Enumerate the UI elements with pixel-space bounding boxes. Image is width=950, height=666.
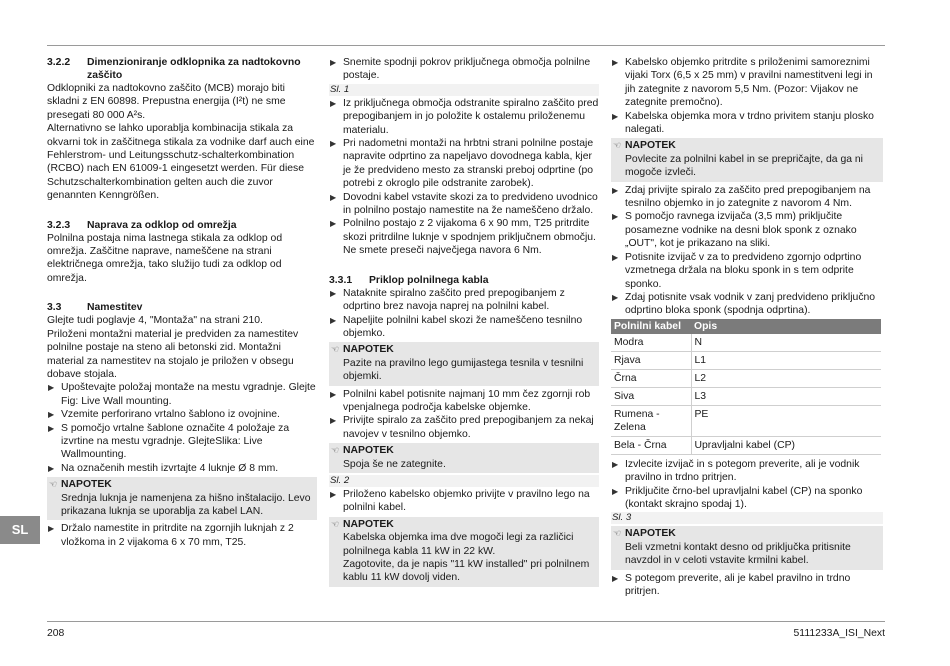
arrow-icon: ▶: [612, 58, 619, 67]
bullet-list: [611, 572, 883, 599]
bullet-list: [329, 97, 599, 258]
bottom-rule: [47, 621, 885, 622]
section-title: Priklop polnilnega kabla: [369, 274, 489, 286]
list-item: ▶ Polnilno postajo z 2 vijakoma 6 x 90 mm, T25 pritrdite skozi pritrdilne luknje v spodnjem priključnem območju. Ne smete preseči največjega navora 6 Nm.: [330, 218, 596, 257]
table-cell: L2: [691, 369, 881, 387]
column-2: [329, 56, 599, 589]
arrow-icon: ▶: [612, 459, 619, 469]
note-heading: NAPOTEK: [625, 528, 676, 540]
note-text: Beli vzmetni kontakt desno od priključka pritisnite navzdol in v celoti vstavite krmilni kabel.: [625, 541, 851, 567]
paragraph: Alternativno se lahko uporablja kombinacija stikala za okvarni tok in zaščitnega stikala za vodnike darf auch eine Fehlerstrom- und Leitungsschutz-schalterkombination (RCBO) nach EN 61009-1 eingesetzt werden. Für diese Schutzschalterkombination gelten auch die zuvor genannten Kenngrößen.: [47, 123, 315, 202]
table-cell: PE: [691, 405, 881, 436]
document-code: 5111233A_ISI_Next: [793, 628, 885, 639]
section-title: Dimenzioniranje odklopnika za nadtokovno zaščito: [87, 57, 301, 81]
page-number: 208: [47, 628, 65, 639]
note-text: Kabelska objemka ima dve mogoči legi za različici polnilnega kabla 11 kW in 22 kW.: [343, 532, 574, 557]
arrow-icon: ▶: [612, 111, 619, 121]
list-item: ▶ Priključite črno-bel upravljalni kabel (CP) na sponko (kontakt skrajno spodaj 1).: [612, 485, 863, 510]
list-item: ▶ Priloženo kabelsko objemko privijte v pravilno lego na polnilni kabel.: [330, 488, 590, 514]
table-cell: Modra: [611, 334, 691, 352]
figure-label: Sl. 1: [329, 84, 599, 96]
arrow-icon: ▶: [330, 219, 337, 229]
list-item: ▶ Iz priključnega območja odstranite spiralno zaščito pred prepogibanjem in jo položite k ostalemu priloženemu materialu.: [330, 97, 599, 136]
paragraph: Odklopniki za nadtokovno zaščito (MCB) morajo biti skladni z EN 60898. Prepustna energija (I²t) ne sme presegati 80 000 A²s.: [47, 83, 286, 121]
note-box: [329, 443, 599, 473]
list-item: ▶ S pomočjo vrtalne šablone označite 4 položaje za izvrtine na mestu vgradnje. GlejteSlika: Live Wallmounting.: [48, 422, 290, 461]
pointing-hand-icon: ☜: [49, 479, 58, 490]
list-item: ▶ Zdaj privijte spiralo za zaščito pred prepogibanjem na tesnilno objemko in jo zategnite z navorom 4 Nm.: [612, 184, 871, 210]
section-heading-3-3: [47, 301, 317, 314]
list-item: ▶ Izvlecite izvijač in s potegom preverite, ali je vodnik pravilno in trdno pritrjen.: [612, 458, 860, 484]
pointing-hand-icon: ☜: [331, 518, 340, 529]
pointing-hand-icon: ☜: [613, 528, 622, 539]
note-text: Zagotovite, da je napis "11 kW installed" pri polnilnem kablu 11 kW dovolj viden.: [343, 559, 590, 584]
column-1: [47, 56, 317, 549]
paragraph: Glejte tudi poglavje 4, "Montaža" na strani 210.: [47, 315, 263, 327]
table-cell: Bela - Črna: [611, 436, 691, 454]
note-box: [329, 342, 599, 385]
bullet-list: [611, 184, 883, 318]
list-item: ▶ Kabelska objemka mora v trdno privitem stanju plosko nalegati.: [612, 110, 874, 136]
top-rule: [47, 45, 885, 46]
pointing-hand-icon: ☜: [613, 140, 622, 151]
list-item: ▶ Potisnite izvijač v za to predvideno zgornjo odprtino vzmetnega držala na bloku sponk in s tem odprite sponko.: [612, 251, 862, 290]
column-3: [611, 56, 883, 598]
arrow-icon: ▶: [612, 252, 619, 262]
list-item: ▶ Privijte spiralo za zaščito pred prepogibanjem za nekaj navojev v tesnilno objemko.: [330, 415, 594, 440]
list-item: ▶ Snemite spodnji pokrov priključnega območja polnilne postaje.: [330, 57, 591, 82]
table-cell: Siva: [611, 387, 691, 405]
table-row: [611, 387, 881, 405]
arrow-icon: ▶: [330, 489, 337, 499]
arrow-icon: ▶: [612, 486, 619, 496]
column-header: Polnilni kabel: [611, 319, 691, 334]
figure-label: Sl. 2: [329, 475, 599, 487]
figure-label: Sl. 3: [611, 512, 883, 524]
arrow-icon: ▶: [48, 383, 55, 393]
paragraph: Polnilna postaja nima lastnega stikala za odklop od omrežja. Zaščitne naprave, nameščene na strani električnega omrežja, tako služijo tudi za odklop od omrežja.: [47, 232, 283, 284]
note-heading: NAPOTEK: [343, 518, 394, 530]
table-cell: L1: [691, 351, 881, 369]
list-item: ▶ Polnilni kabel potisnite najmanj 10 mm čez zgornji rob vpenjalnega področja kabelske objemke.: [330, 388, 591, 413]
note-text: Srednja luknja je namenjena za hišno inštalacijo. Levo prikazana luknja se uporablja za kabel LAN.: [61, 492, 311, 517]
note-text: Spoja še ne zategnite.: [343, 458, 446, 470]
arrow-icon: ▶: [612, 185, 619, 195]
section-heading-3-2-3: [47, 219, 317, 232]
section-number: 3.2.3: [47, 219, 71, 231]
section-heading-3-3-1: [329, 274, 599, 287]
cable-table: [611, 319, 881, 455]
note-box: [611, 526, 883, 569]
list-item: ▶ Na označenih mestih izvrtajte 4 luknje Ø 8 mm.: [48, 462, 279, 474]
table-row: [611, 334, 881, 352]
paragraph: Priloženi montažni material je predviden za namestitev polnilne postaje na steno ali betonski zid. Montažni material za namestitev na stojalo je priložen v obsegu dobave stojala.: [47, 328, 299, 380]
table-row: [611, 405, 881, 436]
language-tab: SL: [0, 516, 40, 544]
arrow-icon: ▶: [612, 292, 619, 302]
arrow-icon: ▶: [330, 416, 337, 426]
bullet-list: [611, 56, 883, 136]
arrow-icon: ▶: [48, 423, 55, 433]
bullet-list: [611, 458, 883, 512]
section-number: 3.3: [47, 302, 62, 314]
arrow-icon: ▶: [48, 410, 55, 420]
arrow-icon: ▶: [330, 98, 337, 108]
bullet-list: [329, 488, 599, 515]
arrow-icon: ▶: [330, 58, 337, 67]
bullet-list: [47, 381, 317, 475]
column-header: Opis: [691, 319, 881, 334]
list-item: ▶ Držalo namestite in pritrdite na zgornjih luknjah z 2 vložkoma in 2 vijakoma 6 x 70 mm, T25.: [48, 523, 294, 548]
note-text: Povlecite za polnilni kabel in se prepričajte, da ga ni mogoče izvleči.: [625, 153, 863, 179]
section-heading-3-2-2: [47, 56, 317, 82]
note-box: [329, 517, 599, 587]
arrow-icon: ▶: [330, 389, 337, 399]
section-number: 3.2.2: [47, 57, 71, 68]
section-title: Naprava za odklop od omrežja: [87, 219, 237, 231]
bullet-list: [329, 388, 599, 442]
list-item: ▶ Upoštevajte položaj montaže na mestu vgradnje. Glejte Fig: Live Wall mounting.: [48, 382, 316, 407]
arrow-icon: ▶: [48, 463, 55, 473]
list-item: ▶ Zdaj potisnite vsak vodnik v zanj predvideno priključno odprtino bloka sponk (spodnja odprtina).: [612, 291, 876, 317]
arrow-icon: ▶: [330, 288, 337, 298]
list-item: ▶ Kabelsko objemko pritrdite s priloženimi samoreznimi vijaki Torx (6,5 x 25 mm) v pravilni namestitveni legi in jih zategnite z navorom 5,5 Nm. (Pozor: Vijakov ne zategnite premočno).: [612, 57, 873, 109]
section-title: Namestitev: [87, 302, 143, 314]
list-item: ▶ Vzemite perforirano vrtalno šablono iz ovojnine.: [48, 409, 280, 421]
note-heading: NAPOTEK: [343, 344, 394, 356]
note-text: Pazite na pravilno lego gumijastega tesnila v tesnilni objemki.: [343, 357, 584, 383]
section-number: 3.3.1: [329, 274, 353, 286]
list-item: ▶ Nataknite spiralno zaščito pred prepogibanjem z odprtino brez navoja naprej na polnilni kabel.: [330, 287, 565, 313]
table-cell: L3: [691, 387, 881, 405]
note-heading: NAPOTEK: [61, 479, 112, 491]
bullet-list: [47, 522, 317, 549]
arrow-icon: ▶: [330, 315, 337, 325]
arrow-icon: ▶: [612, 573, 619, 583]
table-cell: N: [691, 334, 881, 352]
bullet-list: [329, 56, 599, 83]
pointing-hand-icon: ☜: [331, 344, 340, 355]
bullet-list: [329, 287, 599, 341]
table-row: [611, 436, 881, 454]
table-cell: Črna: [611, 369, 691, 387]
note-heading: NAPOTEK: [625, 140, 676, 152]
table-row: [611, 351, 881, 369]
arrow-icon: ▶: [330, 139, 337, 149]
note-box: [47, 477, 317, 520]
pointing-hand-icon: ☜: [331, 445, 340, 456]
arrow-icon: ▶: [612, 212, 619, 222]
list-item: ▶ S potegom preverite, ali je kabel pravilno in trdno pritrjen.: [612, 572, 851, 597]
table-cell: Rjava: [611, 351, 691, 369]
list-item: ▶ Pri nadometni montaži na hrbtni strani polnilne postaje napravite odprtino za napeljavo dovodnega kabla, kjer je že predvideno mesto za stranski preboj odprtine (po potrebi z okroglo pile odstranite zarobek).: [330, 138, 594, 190]
list-item: ▶ Dovodni kabel vstavite skozi za to predvideno uvodnico in polnilno postajo namestite na že nameščeno držalo.: [330, 191, 598, 217]
table-header-row: [611, 319, 881, 334]
arrow-icon: ▶: [330, 192, 337, 202]
list-item: ▶ Napeljite polnilni kabel skozi že nameščeno tesnilno objemko.: [330, 314, 583, 339]
arrow-icon: ▶: [48, 524, 55, 534]
table-row: [611, 369, 881, 387]
list-item: ▶ S pomočjo ravnega izvijača (3,5 mm) priključite posamezne vodnike na desni blok sponk z oznako „OUT", kot je prikazano na sliki.: [612, 211, 857, 250]
table-cell: Upravljalni kabel (CP): [691, 436, 881, 454]
note-box: [611, 138, 883, 181]
note-heading: NAPOTEK: [343, 445, 394, 457]
table-cell: Rumena - Zelena: [611, 405, 691, 436]
